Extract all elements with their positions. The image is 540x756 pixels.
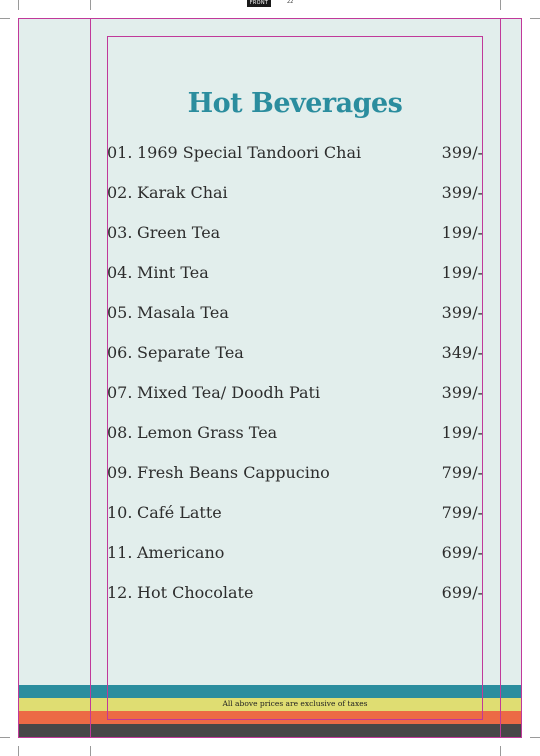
stripe-dark [18, 724, 522, 738]
crop-mark [530, 737, 540, 738]
menu-item [107, 143, 483, 167]
crop-mark [500, 746, 501, 756]
crop-mark [0, 737, 10, 738]
stripe-teal [18, 685, 522, 698]
item-number: 01. [107, 143, 133, 162]
menu-item [107, 503, 483, 527]
menu-item [107, 543, 483, 567]
item-number: 05. [107, 303, 133, 322]
item-price: 199/- [441, 223, 483, 242]
menu-item [107, 583, 483, 607]
item-number: 03. [107, 223, 133, 242]
crop-mark [18, 0, 19, 10]
item-name: Mint Tea [137, 263, 209, 282]
item-price: 699/- [441, 543, 483, 562]
item-price: 399/- [441, 383, 483, 402]
crop-mark [530, 18, 540, 19]
item-price: 399/- [441, 183, 483, 202]
item-price: 399/- [441, 303, 483, 322]
menu-page [18, 18, 522, 738]
item-name: Karak Chai [137, 183, 228, 202]
item-name: 1969 Special Tandoori Chai [137, 143, 362, 162]
item-name: Masala Tea [137, 303, 229, 322]
crop-mark [0, 18, 10, 19]
front-label: FRONT [247, 0, 271, 7]
item-number: 12. [107, 583, 133, 602]
item-name: Green Tea [137, 223, 221, 242]
item-price: 699/- [441, 583, 483, 602]
item-name: Separate Tea [137, 343, 244, 362]
item-price: 799/- [441, 503, 483, 522]
menu-item [107, 263, 483, 287]
stripe-orange [18, 711, 522, 724]
item-number: 04. [107, 263, 133, 282]
item-price: 349/- [441, 343, 483, 362]
item-name: Mixed Tea/ Doodh Pati [137, 383, 321, 402]
page-title: Hot Beverages [187, 88, 403, 119]
item-name: Lemon Grass Tea [137, 423, 278, 442]
menu-item [107, 383, 483, 407]
item-name: Café Latte [137, 503, 222, 522]
menu-item [107, 463, 483, 487]
item-number: 06. [107, 343, 133, 362]
item-price: 199/- [441, 263, 483, 282]
item-name: Americano [137, 543, 225, 562]
item-price: 399/- [441, 143, 483, 162]
crop-mark [500, 0, 501, 10]
item-number: 07. [107, 383, 133, 402]
item-number: 11. [107, 543, 133, 562]
item-number: 08. [107, 423, 133, 442]
item-name: Hot Chocolate [137, 583, 254, 602]
crop-mark [90, 746, 91, 756]
item-number: 10. [107, 503, 133, 522]
menu-item [107, 343, 483, 367]
item-number: 09. [107, 463, 133, 482]
item-price: 199/- [441, 423, 483, 442]
menu-item [107, 303, 483, 327]
item-price: 799/- [441, 463, 483, 482]
item-number: 02. [107, 183, 133, 202]
menu-item [107, 223, 483, 247]
item-name: Fresh Beans Cappucino [137, 463, 330, 482]
tax-note: All above prices are exclusive of taxes [222, 699, 368, 708]
menu-item [107, 423, 483, 447]
page-number: 22 [287, 0, 294, 5]
crop-mark [90, 0, 91, 10]
menu-item [107, 183, 483, 207]
crop-mark [18, 746, 19, 756]
